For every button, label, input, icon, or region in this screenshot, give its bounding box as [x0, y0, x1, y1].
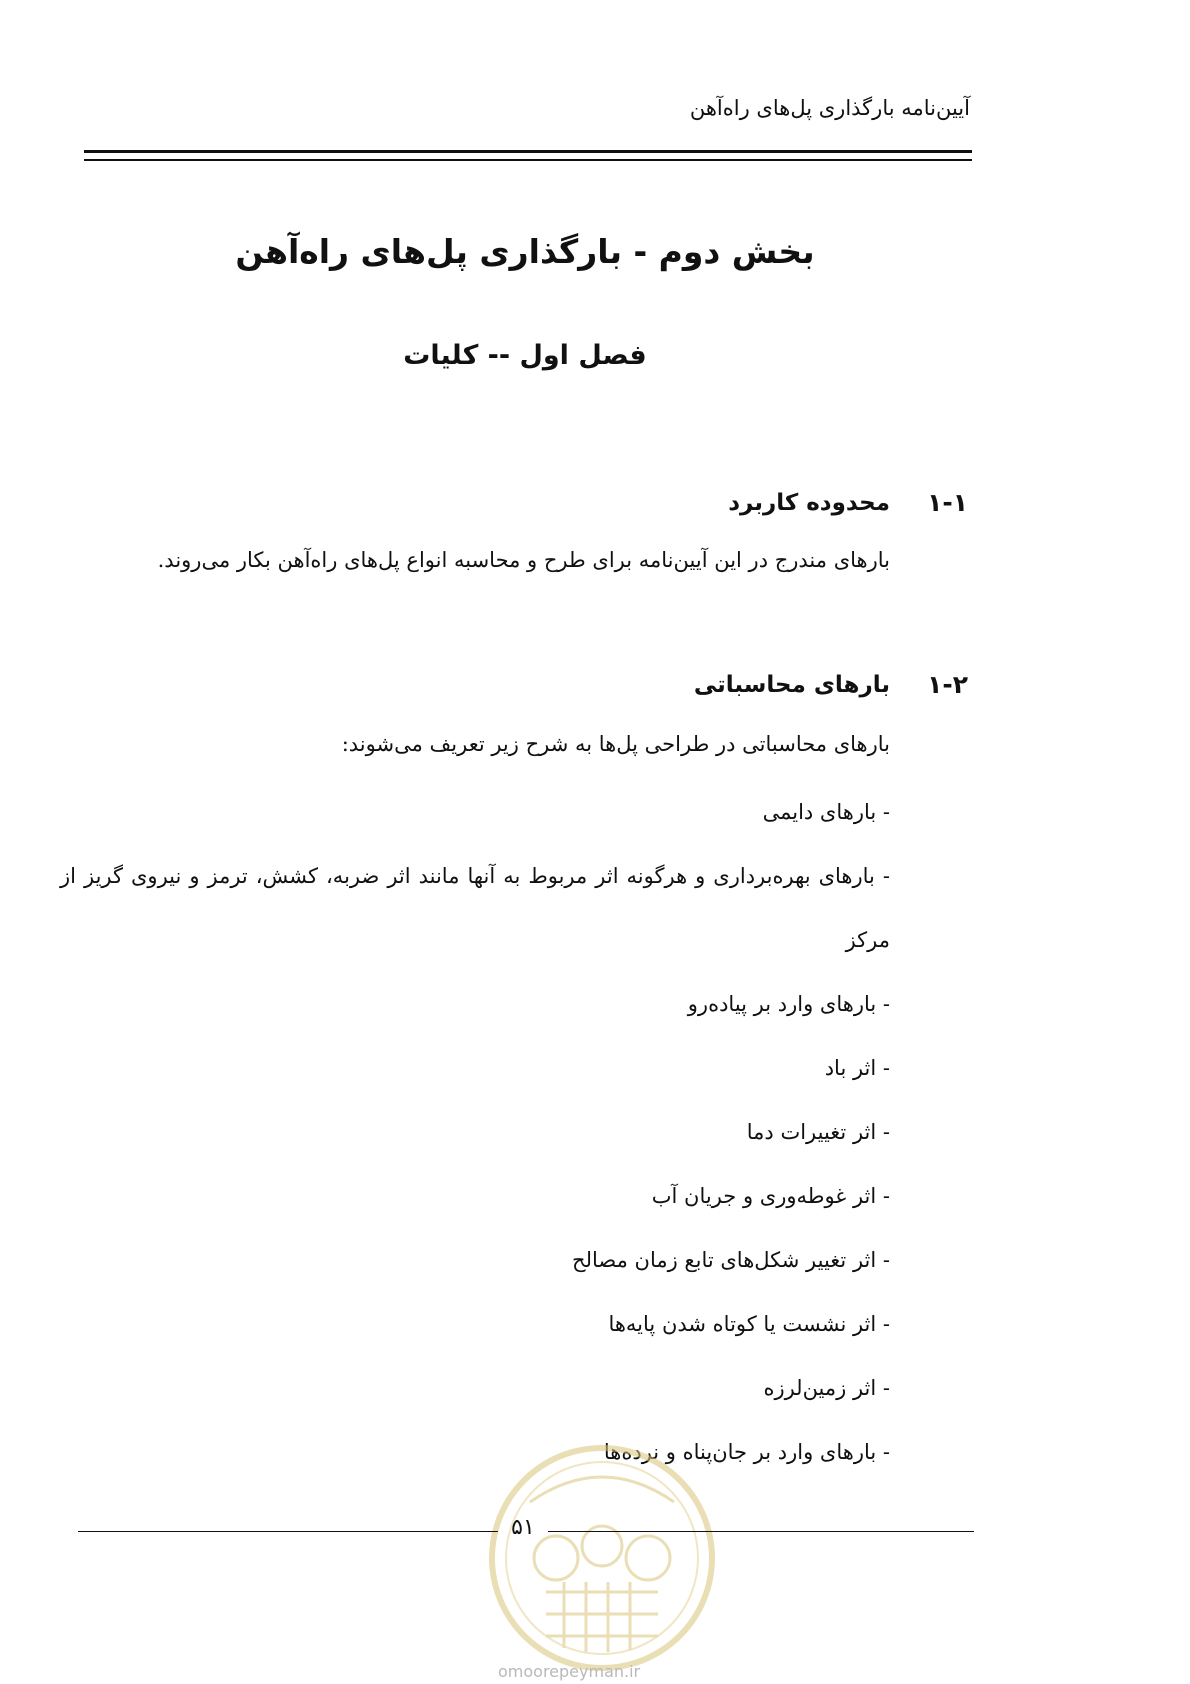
footer-rule-left — [78, 1531, 498, 1532]
watermark-seal — [486, 1442, 718, 1674]
page-number: ۵۱ — [511, 1515, 535, 1540]
subsection-2-number: ۱-۲ — [927, 670, 968, 699]
subsection-1-text: بارهای مندرج در این آیین‌نامه برای طرح و محاسبه انواع پل‌های راه‌آهن بکار می‌روند. — [157, 548, 890, 572]
footer-rule-right — [548, 1531, 974, 1532]
list-item: - اثر نشست یا کوتاه شدن پایه‌ها — [608, 1312, 890, 1336]
list-item: - بارهای وارد بر پیاده‌رو — [687, 992, 890, 1016]
section-title: بخش دوم - بارگذاری پل‌های راه‌آهن — [235, 232, 815, 271]
list-item: - اثر غوطه‌وری و جریان آب — [651, 1184, 890, 1208]
chapter-title: فصل اول -- کلیات — [403, 340, 647, 371]
header-rule — [84, 150, 972, 161]
subsection-2-title: بارهای محاسباتی — [693, 672, 890, 698]
list-item: - اثر تغییرات دما — [746, 1120, 890, 1144]
subsection-2-intro: بارهای محاسباتی در طراحی پل‌ها به شرح زیر تعریف می‌شوند: — [341, 732, 890, 756]
subsection-1-title: محدوده کاربرد — [728, 490, 890, 516]
list-item: - اثر تغییر شکل‌های تابع زمان مصالح — [572, 1248, 890, 1272]
load-list — [60, 780, 890, 1484]
footer-row — [78, 1515, 974, 1545]
page-header-title: آیین‌نامه بارگذاری پل‌های راه‌آهن — [689, 96, 970, 120]
list-item: - بارهای دایمی — [762, 800, 890, 824]
list-item: - اثر باد — [824, 1056, 890, 1080]
list-item: - بارهای وارد بر جان‌پناه و نرده‌ها — [603, 1440, 890, 1464]
subsection-1-number: ۱-۱ — [927, 488, 968, 517]
list-item: - بارهای بهره‌برداری و هرگونه اثر مربوط به آنها مانند اثر ضربه، کشش، ترمز و نیروی گریز از مرکز — [60, 864, 890, 952]
source-url: omoorepeyman.ir — [498, 1662, 641, 1681]
list-item: - اثر زمین‌لرزه — [763, 1376, 890, 1400]
